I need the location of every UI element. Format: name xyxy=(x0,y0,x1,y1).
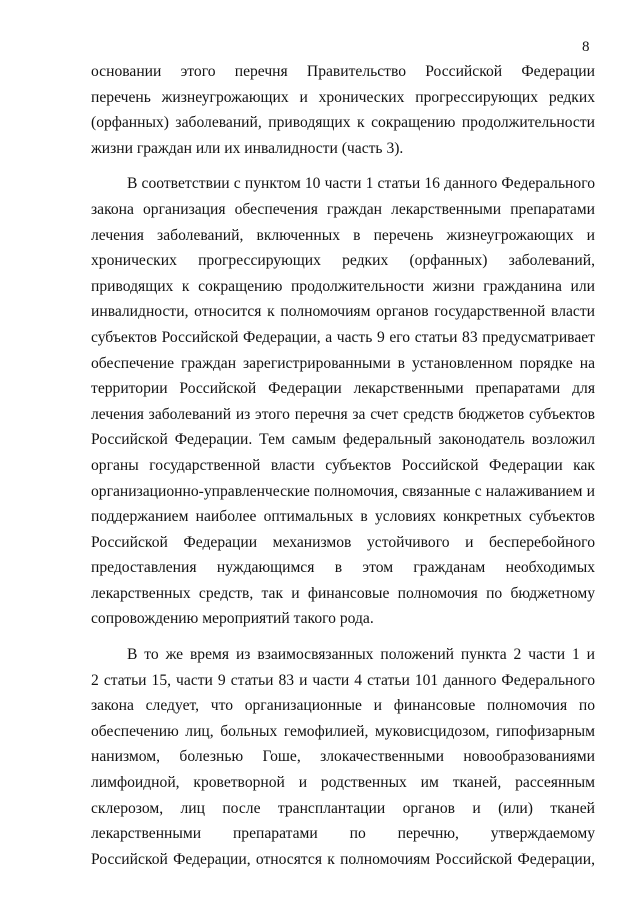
text-line: организационно-управленческие полномочия, связанные с налаживанием и xyxy=(91,482,595,500)
paragraph xyxy=(91,171,595,632)
text-line: 2 статьи 15, части 9 статьи 83 и части 4 статьи 101 данного Федерального xyxy=(91,671,595,689)
text-line: субъектов Российской Федерации, а часть 9 его статьи 83 предусматривает xyxy=(91,328,595,346)
text-line: склерозом, лиц после трансплантации органов и (или) тканей xyxy=(91,799,595,817)
text-line: основании этого перечня Правительство Российской Федерации xyxy=(91,63,595,80)
paragraph xyxy=(91,59,595,161)
text-line: хронических прогрессирующих редких (орфанных) заболеваний, xyxy=(91,252,595,270)
text-line: инвалидности, относится к полномочиям органов государственной власти xyxy=(91,303,595,321)
text-line: (орфанных) заболеваний, приводящих к сокращению продолжительности xyxy=(91,114,595,132)
paragraph-gap xyxy=(91,632,595,642)
text-line: закона следует, что организационные и финансовые полномочия по xyxy=(91,697,595,715)
text-line: лекарственными препаратами по перечню, утверждаемому xyxy=(91,825,595,843)
text-line: закона организация обеспечения граждан лекарственными препаратами xyxy=(91,200,595,218)
text-line: лимфоидной, кроветворной и родственных им тканей, рассеянным xyxy=(91,774,595,792)
text-line: поддержанием наиболее оптимальных в условиях конкретных субъектов xyxy=(91,508,595,526)
text-line: Российской Федерации, относятся к полномочиям Российской Федерации, xyxy=(91,850,595,868)
text-line: Российской Федерации механизмов устойчивого и бесперебойного xyxy=(91,533,595,551)
paragraph xyxy=(91,642,595,872)
text-line: приводящих к сокращению продолжительности жизни гражданина или xyxy=(91,277,595,295)
text-line: нанизмом, болезнью Гоше, злокачественными новообразованиями xyxy=(91,748,595,766)
text-line: обеспечение граждан зарегистрированными в установленном порядке на xyxy=(91,354,595,372)
text-line: обеспечению лиц, больных гемофилией, муковисцидозом, гипофизарным xyxy=(91,722,595,740)
text-line: территории Российской Федерации лекарственными препаратами для xyxy=(91,380,595,398)
text-line: лечения заболеваний из этого перечня за счет средств бюджетов субъектов xyxy=(91,405,595,423)
text-line: органы государственной власти субъектов Российской Федерации как xyxy=(91,456,595,474)
text-line: лекарственных средств, так и финансовые полномочия по бюджетному xyxy=(91,584,595,602)
text-line: предоставления нуждающимся в этом гражданам необходимых xyxy=(91,559,595,577)
text-line: сопровождению мероприятий такого рода. xyxy=(91,610,374,628)
text-line: Российской Федерации. Тем самым федеральный законодатель возложил xyxy=(91,431,595,449)
page-number: 8 xyxy=(582,39,590,55)
text-line: перечень жизнеугрожающих и хронических прогрессирующих редких xyxy=(91,88,595,106)
text-line: лечения заболеваний, включенных в перечень жизнеугрожающих и xyxy=(91,226,595,244)
text-line: жизни граждан или их инвалидности (часть 3). xyxy=(91,139,404,157)
document-body xyxy=(91,59,595,872)
paragraph-gap xyxy=(91,161,595,171)
text-line: В соответствии с пунктом 10 части 1 статьи 16 данного Федерального xyxy=(127,175,595,193)
text-line: В то же время из взаимосвязанных положений пункта 2 части 1 и xyxy=(127,646,595,664)
